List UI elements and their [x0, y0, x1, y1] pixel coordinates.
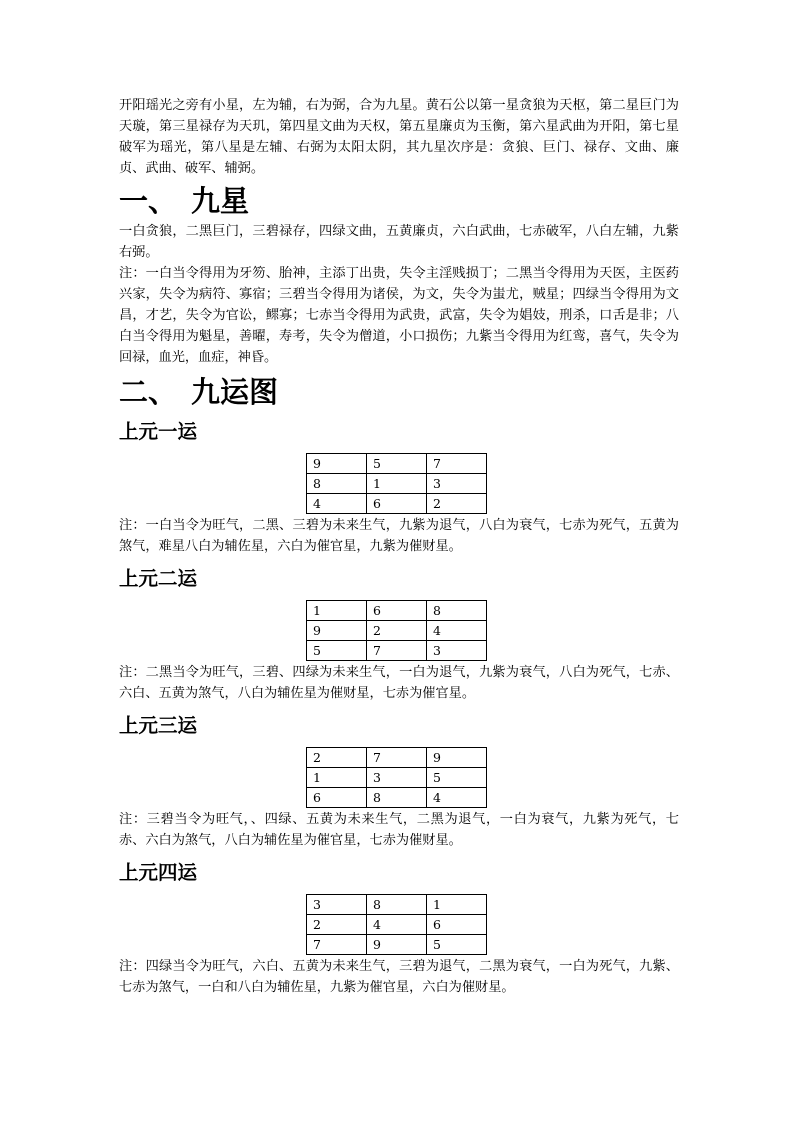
nine-stars-list: 一白贪狼，二黑巨门，三碧禄存，四绿文曲，五黄廉贞，六白武曲，七赤破军，八白左辅，九紫右弼。: [119, 224, 679, 260]
grid-cell: 3: [307, 895, 367, 915]
section-title: 九运图: [191, 375, 279, 409]
grid-cell: 3: [427, 474, 487, 494]
grid-cell: 5: [367, 454, 427, 474]
grid-cell: 5: [427, 935, 487, 955]
grid-cell: 9: [307, 454, 367, 474]
grid-cell: 2: [307, 915, 367, 935]
nine-stars-note: 注：一白当令得用为牙笏、胎神，主添丁出贵，失令主淫贱损丁；二黑当令得用为天医，主医药兴家，失令为病符、寡宿；三碧当令得用为诸侯，为文，失令为蚩尤，贼星；四绿当令得用为文昌，才艺，失令为官讼，鳏寡；七赤当令得用为武贵，武富，失令为娼妓，刑杀，口舌是非；八白当令得用为魁星，善曜，寿考，失令为僧道，小口损伤；九紫当令得用为红鸾，喜气，失令为回禄，血光，血症，神昏。: [119, 266, 679, 365]
grid-cell: 4: [427, 788, 487, 808]
grid-cell: 7: [427, 454, 487, 474]
grid-cell: 4: [427, 621, 487, 641]
grid-row: [307, 915, 487, 935]
yun-4-note: 注：四绿当令为旺气，六白、五黄为未来生气，三碧为退气，二黑为衰气，一白为死气，九紫、七赤为煞气，一白和八白为辅佐星，九紫为催官星，六白为催财星。: [119, 959, 679, 995]
grid-cell: 7: [367, 748, 427, 768]
grid-cell: 3: [427, 641, 487, 661]
grid-cell: 5: [427, 768, 487, 788]
yun-3-note: 注：三碧当令为旺气，、四绿、五黄为未来生气，二黑为退气，一白为衰气，九紫为死气，七赤、六白为煞气，八白为辅佐星为催官星，七赤为催财星。: [119, 812, 679, 848]
grid-cell: 1: [367, 474, 427, 494]
section-number: 一、: [119, 184, 178, 218]
grid-row: [307, 641, 487, 661]
grid-cell: 7: [367, 641, 427, 661]
yun-1-title: 上元一运: [119, 420, 198, 443]
grid-cell: 4: [367, 915, 427, 935]
grid-cell: 1: [307, 768, 367, 788]
yun-2-title: 上元二运: [119, 567, 198, 590]
grid-cell: 6: [307, 788, 367, 808]
grid-cell: 8: [307, 474, 367, 494]
grid-cell: 1: [427, 895, 487, 915]
document-page: [119, 95, 679, 998]
grid-cell: 8: [367, 895, 427, 915]
grid-row: [307, 494, 487, 514]
grid-row: [307, 895, 487, 915]
grid-cell: 4: [307, 494, 367, 514]
grid-cell: 1: [307, 601, 367, 621]
intro-paragraph: 开阳瑶光之旁有小星，左为辅，右为弼，合为九星。黄石公以第一星贪狼为天枢，第二星巨门为天璇，第三星禄存为天玑，第四星文曲为天权，第五星廉贞为玉衡，第六星武曲为开阳，第七星破军为瑶光，第八星是左辅、右弼为太阳太阴，其九星次序是：贪狼、巨门、禄存、文曲、廉贞、武曲、破军、辅弼。: [119, 98, 679, 176]
grid-cell: 9: [367, 935, 427, 955]
yun-1-note: 注：一白当令为旺气，二黑、三碧为未来生气，九紫为退气，八白为衰气，七赤为死气，五黄为煞气，难星八白为辅佐星，六白为催官星，九紫为催财星。: [119, 518, 679, 554]
yun-3-grid: [306, 747, 487, 808]
yun-3-title: 上元三运: [119, 714, 198, 737]
grid-cell: 6: [367, 494, 427, 514]
section-heading-nine-yun: [119, 372, 679, 412]
yun-2-grid: [306, 600, 487, 661]
section-heading-nine-stars: [119, 181, 679, 221]
grid-cell: 6: [367, 601, 427, 621]
grid-cell: 9: [427, 748, 487, 768]
grid-row: [307, 474, 487, 494]
grid-cell: 7: [307, 935, 367, 955]
grid-row: [307, 601, 487, 621]
grid-cell: 2: [427, 494, 487, 514]
grid-cell: 5: [307, 641, 367, 661]
grid-cell: 9: [307, 621, 367, 641]
grid-cell: 3: [367, 768, 427, 788]
grid-cell: 6: [427, 915, 487, 935]
grid-cell: 2: [367, 621, 427, 641]
grid-row: [307, 621, 487, 641]
yun-2-note: 注：二黑当令为旺气，三碧、四绿为未来生气，一白为退气，九紫为衰气，八白为死气，七赤、六白、五黄为煞气，八白为辅佐星为催财星，七赤为催官星。: [119, 665, 679, 701]
grid-cell: 8: [427, 601, 487, 621]
grid-cell: 2: [307, 748, 367, 768]
yun-4-grid: [306, 894, 487, 955]
grid-row: [307, 788, 487, 808]
grid-cell: 8: [367, 788, 427, 808]
grid-row: [307, 935, 487, 955]
section-number: 二、: [119, 375, 178, 409]
section-title: 九星: [191, 184, 250, 218]
yun-1-grid: [306, 453, 487, 514]
grid-row: [307, 748, 487, 768]
yun-4-title: 上元四运: [119, 861, 198, 884]
grid-row: [307, 768, 487, 788]
grid-row: [307, 454, 487, 474]
